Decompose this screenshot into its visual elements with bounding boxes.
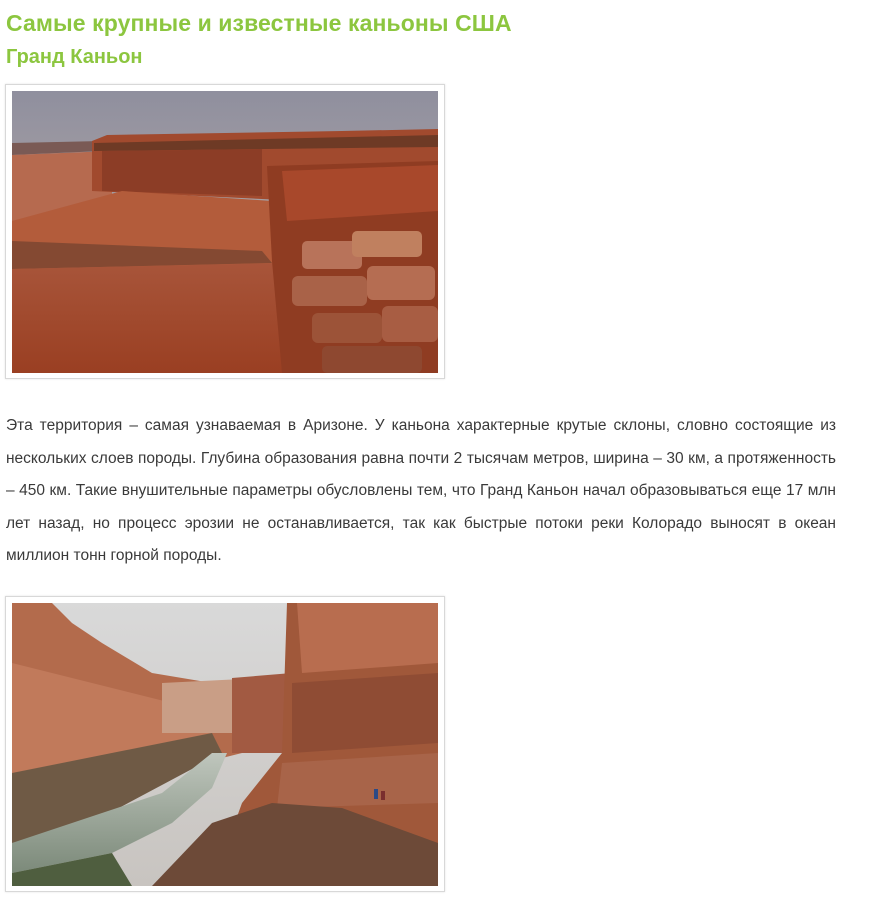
canyon-photo-bottom [5,596,445,892]
canyon-photo-top [5,84,445,379]
section-heading: Гранд Каньон [6,46,143,68]
article-paragraph: Эта территория – самая узнаваемая в Аризоне. У каньона характерные крутые склоны, словно состоящие из нескольких слоев породы. Глубина образования равна почти 2 тысячам метров, ширина – 30 км, а протяженность – 450 км. Такие внушительные параметры обусловлены тем, что Гранд Каньон начал образовываться еще 17 млн лет назад, но процесс эрозии не останавливается, так как быстрые потоки реки Колорадо выносят в океан миллион тонн горной породы. [6,417,836,564]
article-title: Самые крупные и известные каньоны США [6,10,512,36]
canyon-cliffs-image [12,91,438,373]
canyon-river-image [12,603,438,886]
